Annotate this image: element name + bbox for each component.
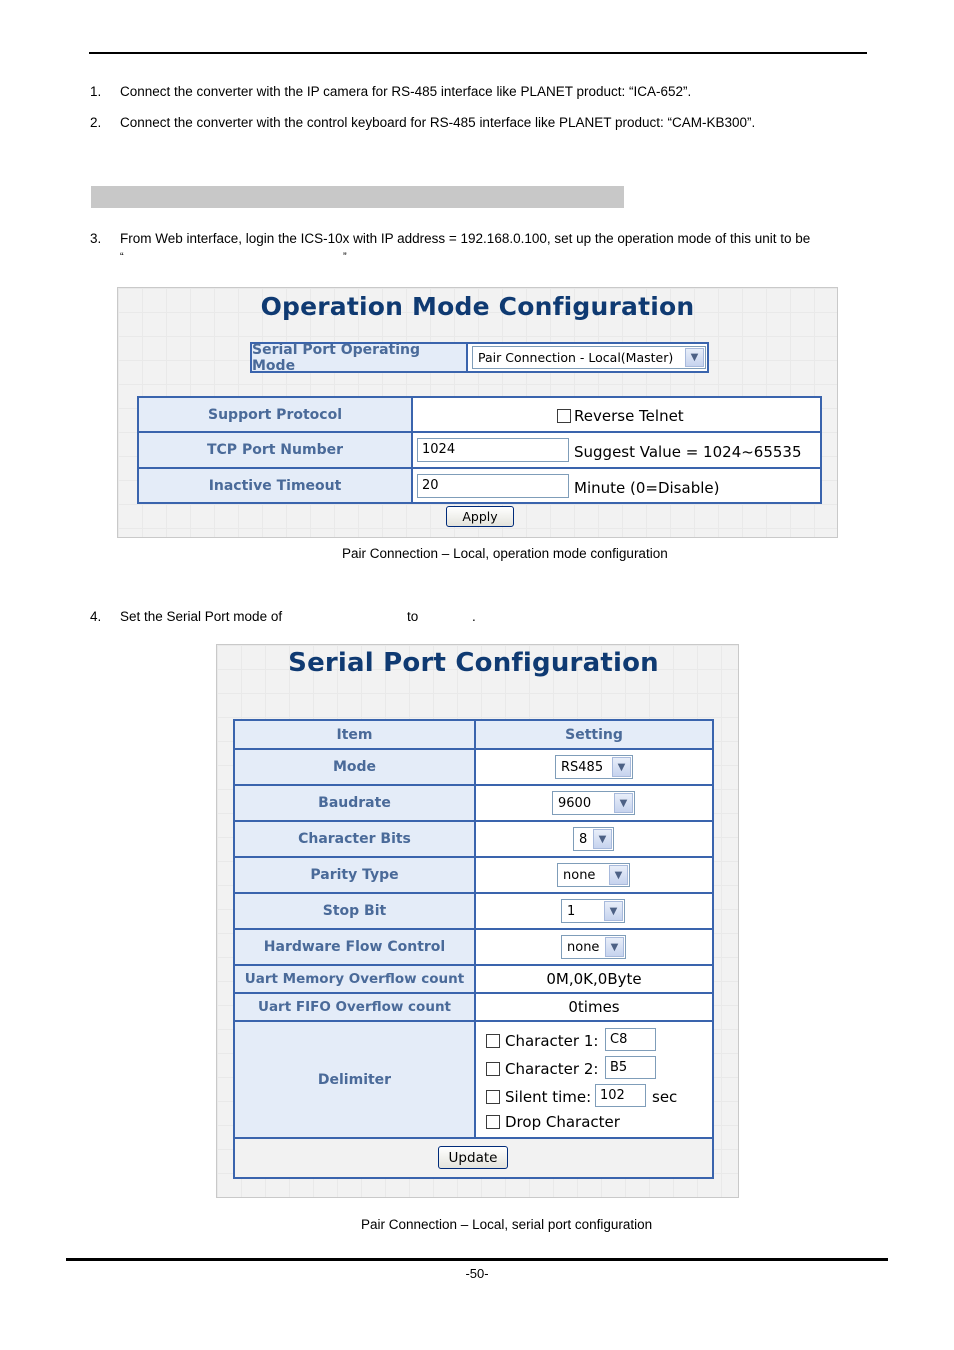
select-value: Pair Connection - Local(Master): [478, 350, 674, 365]
tcp-port-hint: Suggest Value = 1024~65535: [574, 443, 802, 461]
step-number: 2.: [90, 115, 102, 130]
select-value: 1: [567, 903, 576, 919]
uart-fifo-overflow-value: 0times: [476, 994, 712, 1020]
operation-mode-panel: [117, 287, 838, 538]
silent-time-label: Silent time:: [505, 1088, 592, 1106]
hardware-flow-control-select[interactable]: [561, 935, 626, 959]
select-value: 8: [579, 831, 588, 847]
step-4: [90, 607, 590, 627]
close-quote: ”: [343, 251, 347, 263]
step-2: [90, 113, 870, 133]
drop-character-label: Drop Character: [505, 1113, 620, 1131]
header-rule: [89, 52, 867, 54]
drop-character-checkbox[interactable]: [486, 1115, 500, 1129]
step-text: Connect the converter with the IP camera for RS-485 interface like PLANET product: “ICA-652”.: [120, 84, 692, 99]
page-number: -50-: [465, 1266, 489, 1281]
silent-time-checkbox[interactable]: [486, 1090, 500, 1104]
chevron-down-icon: ▼: [605, 937, 624, 957]
select-value: none: [567, 939, 600, 955]
reverse-telnet-checkbox[interactable]: [557, 409, 571, 423]
hardware-flow-control-label: Hardware Flow Control: [235, 930, 474, 964]
inactive-timeout-hint: Minute (0=Disable): [574, 479, 720, 497]
serial-settings-table: [233, 719, 714, 1179]
character-1-checkbox[interactable]: [486, 1034, 500, 1048]
uart-memory-overflow-value: 0M,0K,0Byte: [476, 966, 712, 992]
step-3: [90, 229, 870, 269]
reverse-telnet-label: Reverse Telnet: [574, 407, 684, 425]
character-2-input[interactable]: B5: [605, 1056, 656, 1079]
character-2-label: Character 2:: [505, 1060, 599, 1078]
select-value: none: [563, 867, 596, 883]
character-1-label: Character 1:: [505, 1032, 599, 1050]
support-protocol-label: Support Protocol: [139, 398, 411, 431]
step-text-end: .: [472, 609, 476, 624]
select-value: RS485: [561, 759, 604, 775]
section-heading-bar: [91, 186, 624, 208]
character-bits-select[interactable]: [573, 827, 614, 851]
panel-title: Operation Mode Configuration: [260, 292, 695, 321]
chevron-down-icon: ▼: [604, 901, 623, 921]
silent-time-unit: sec: [652, 1088, 678, 1106]
operating-mode-row: [250, 342, 709, 373]
character-1-input[interactable]: C8: [605, 1028, 656, 1051]
figure-caption: Pair Connection – Local, serial port configuration: [361, 1217, 653, 1232]
uart-fifo-overflow-label: Uart FIFO Overflow count: [235, 994, 474, 1020]
open-quote: “: [120, 251, 124, 263]
baudrate-label: Baudrate: [235, 786, 474, 820]
silent-time-input[interactable]: 102: [595, 1084, 646, 1107]
chevron-down-icon: ▼: [612, 757, 631, 777]
step-text: From Web interface, login the ICS-10x with IP address = 192.168.0.100, set up the operation mode of this unit to be: [120, 231, 811, 246]
step-text: Set the Serial Port mode of: [120, 609, 283, 624]
baudrate-select[interactable]: [552, 791, 635, 815]
inactive-timeout-label: Inactive Timeout: [139, 469, 411, 502]
step-1: [90, 82, 870, 102]
operating-mode-label: Serial Port Operating Mode: [252, 344, 466, 371]
step-text: Connect the converter with the control keyboard for RS-485 interface like PLANET product: “CAM-KB300”.: [120, 115, 756, 130]
parity-type-select[interactable]: [557, 863, 630, 887]
apply-button[interactable]: Apply: [446, 506, 514, 527]
update-button[interactable]: Update: [438, 1146, 508, 1169]
footer-rule: [66, 1258, 888, 1261]
tcp-port-label: TCP Port Number: [139, 433, 411, 467]
character-bits-label: Character Bits: [235, 822, 474, 856]
delimiter-label: Delimiter: [235, 1022, 474, 1137]
mode-select[interactable]: [555, 755, 633, 779]
chevron-down-icon: ▼: [685, 348, 704, 367]
mode-label: Mode: [235, 750, 474, 784]
tcp-port-input[interactable]: 1024: [417, 438, 569, 462]
chevron-down-icon: ▼: [593, 829, 612, 849]
step-number: 3.: [90, 231, 102, 246]
inactive-timeout-input[interactable]: 20: [417, 474, 569, 498]
operation-settings-table: [137, 396, 822, 504]
chevron-down-icon: ▼: [609, 865, 628, 885]
stop-bit-label: Stop Bit: [235, 894, 474, 928]
stop-bit-select[interactable]: [561, 899, 625, 923]
uart-memory-overflow-label: Uart Memory Overflow count: [235, 966, 474, 992]
column-header-setting: Setting: [476, 721, 712, 748]
character-2-checkbox[interactable]: [486, 1062, 500, 1076]
operating-mode-select[interactable]: [472, 346, 706, 369]
step-number: 4.: [90, 609, 102, 624]
select-value: 9600: [558, 795, 592, 811]
parity-type-label: Parity Type: [235, 858, 474, 892]
step-number: 1.: [90, 84, 102, 99]
chevron-down-icon: ▼: [614, 793, 633, 813]
panel-title: Serial Port Configuration: [288, 648, 659, 678]
column-header-item: Item: [235, 721, 474, 748]
serial-port-panel: [216, 644, 739, 1198]
figure-caption: Pair Connection – Local, operation mode configuration: [342, 546, 668, 561]
step-text-to: to: [407, 609, 419, 624]
